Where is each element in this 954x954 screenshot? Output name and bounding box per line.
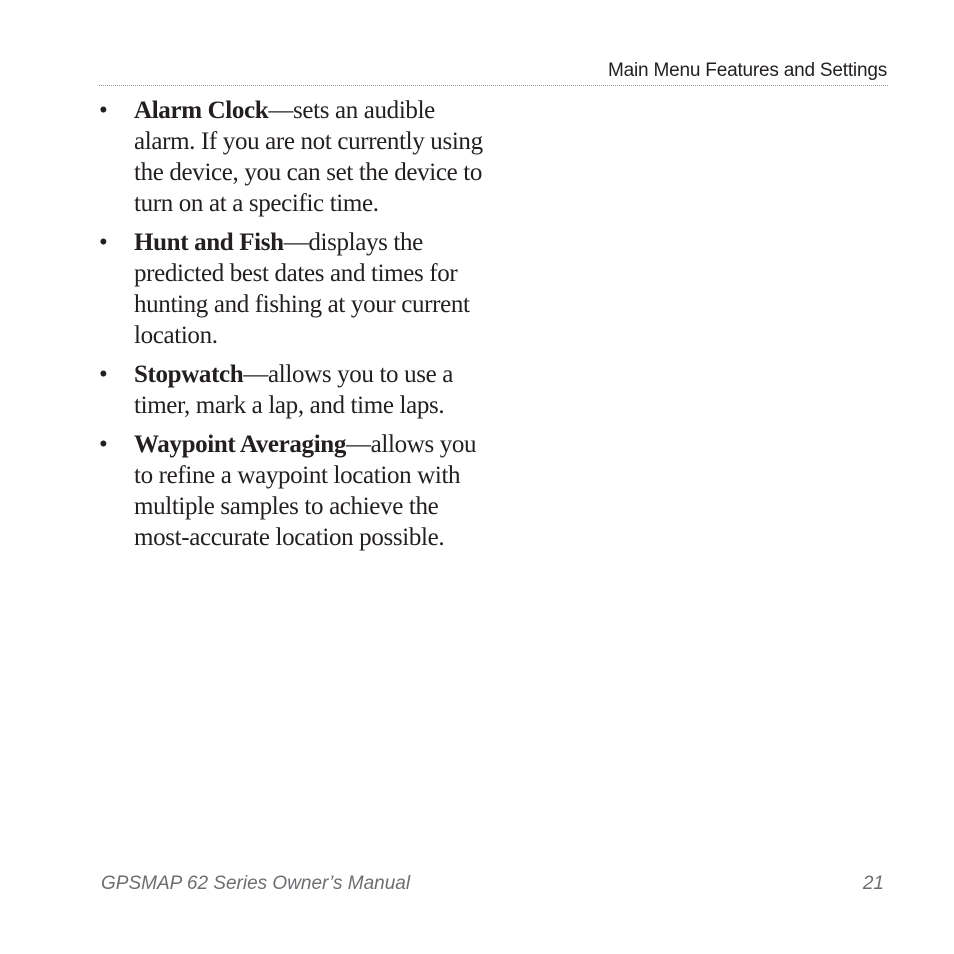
list-item-hunt-and-fish	[99, 227, 499, 351]
item-description: —allows you to refine a waypoint location with multiple samples to achieve the most-accurate location possible.	[134, 431, 477, 551]
bullet-icon: •	[99, 229, 108, 256]
list-item-alarm-clock	[99, 95, 499, 219]
section-title: Main Menu Features and Settings	[608, 60, 887, 81]
list-item-waypoint-averaging	[99, 429, 499, 553]
manual-title: GPSMAP 62 Series Owner’s Manual	[101, 873, 411, 894]
item-description: —displays the predicted best dates and times for hunting and fishing at your current location.	[134, 229, 470, 349]
item-term: Alarm Clock	[134, 97, 269, 124]
item-term: Waypoint Averaging	[134, 431, 347, 458]
bullet-icon: •	[99, 361, 108, 388]
item-term: Hunt and Fish	[134, 229, 284, 256]
item-term: Stopwatch	[134, 361, 244, 388]
page-number: 21	[862, 873, 884, 894]
item-description: —sets an audible alarm. If you are not currently using the device, you can set the device to turn on at a specific time.	[134, 97, 483, 217]
feature-list	[99, 95, 499, 561]
list-item-stopwatch	[99, 359, 499, 421]
bullet-icon: •	[99, 431, 108, 458]
header-divider	[99, 85, 888, 86]
item-description: —allows you to use a timer, mark a lap, and time laps.	[134, 361, 454, 419]
bullet-icon: •	[99, 97, 108, 124]
